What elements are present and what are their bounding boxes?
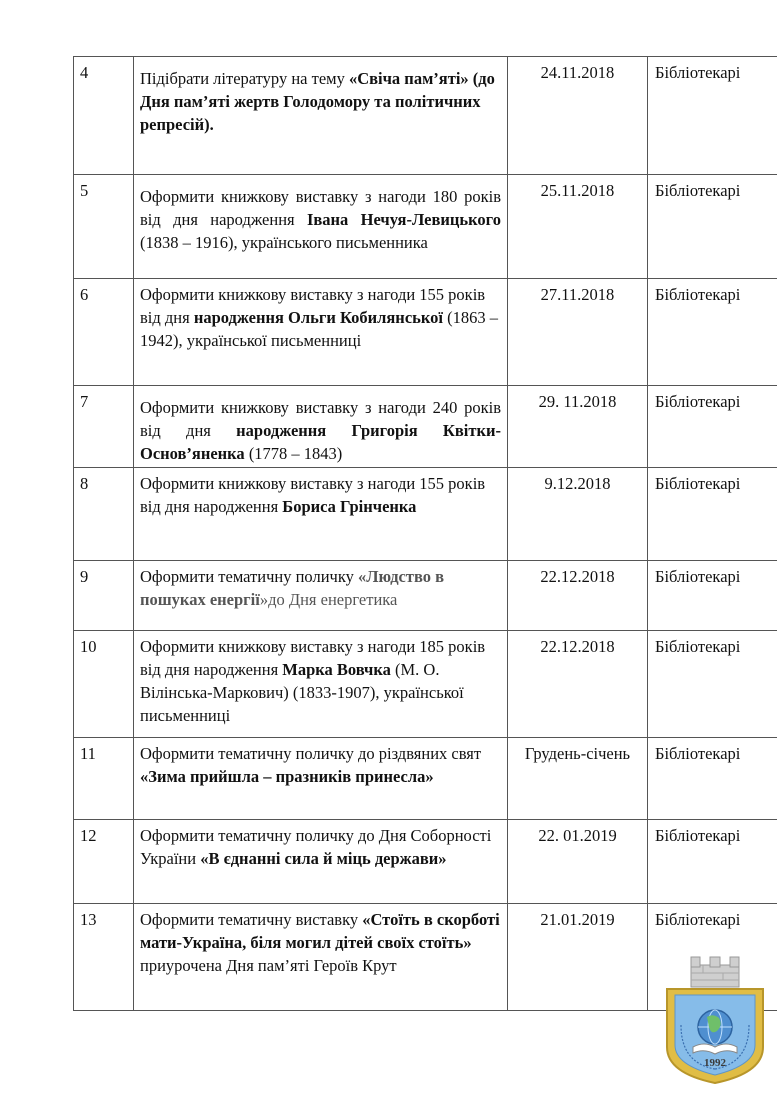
row-number: 4 (74, 57, 134, 175)
responsible-cell: Бібліотекарі (648, 820, 777, 904)
task-cell: Оформити книжкову виставку з нагоди 180 років від дня народження Івана Нечуя-Левицького (1838 – 1916), українського письменника (134, 175, 508, 279)
tower-icon (691, 957, 739, 987)
responsible-cell: Бібліотекарі (648, 175, 777, 279)
library-crest-logo (663, 955, 767, 1085)
date-cell: 24.11.2018 (508, 57, 648, 175)
date-cell: Грудень-січень (508, 738, 648, 820)
table-row (74, 738, 777, 820)
date-cell: 25.11.2018 (508, 175, 648, 279)
task-cell: Оформити книжкову виставку з нагоди 185 років від дня народження Марка Вовчка (М. О. Вілінська-Маркович) (1833-1907), української письменниці (134, 631, 508, 738)
task-cell: Оформити тематичну поличку до різдвяних свят «Зима прийшла – празників принесла» (134, 738, 508, 820)
responsible-cell: Бібліотекарі (648, 57, 777, 175)
date-cell: 22.12.2018 (508, 631, 648, 738)
date-cell: 9.12.2018 (508, 468, 648, 561)
table-row (74, 561, 777, 631)
row-number: 6 (74, 279, 134, 386)
globe-icon (698, 1010, 732, 1044)
row-number: 9 (74, 561, 134, 631)
table-row (74, 57, 777, 175)
date-cell: 27.11.2018 (508, 279, 648, 386)
responsible-cell: Бібліотекарі (648, 904, 777, 1011)
responsible-cell: Бібліотекарі (648, 468, 777, 561)
date-cell: 21.01.2019 (508, 904, 648, 1011)
table-row (74, 386, 777, 468)
row-number: 11 (74, 738, 134, 820)
table-row (74, 175, 777, 279)
date-cell: 29. 11.2018 (508, 386, 648, 468)
responsible-cell: Бібліотекарі (648, 279, 777, 386)
row-number: 7 (74, 386, 134, 468)
task-cell: Оформити книжкову виставку з нагоди 155 років від дня народження Бориса Грінченка (134, 468, 508, 561)
task-cell: Оформити тематичну виставку «Стоїть в скорботі мати-Україна, біля могил дітей своїх стоїть» приурочена Дня пам’яті Героїв Крут (134, 904, 508, 1011)
table-row (74, 468, 777, 561)
activity-plan-table (73, 56, 777, 1011)
task-cell: Оформити тематичну поличку до Дня Соборності України «В єднанні сила й міць держави» (134, 820, 508, 904)
responsible-cell: Бібліотекарі (648, 386, 777, 468)
date-cell: 22.12.2018 (508, 561, 648, 631)
responsible-cell: Бібліотекарі (648, 631, 777, 738)
row-number: 5 (74, 175, 134, 279)
row-number: 12 (74, 820, 134, 904)
crest-year: 1992 (704, 1057, 726, 1069)
table-row (74, 279, 777, 386)
date-cell: 22. 01.2019 (508, 820, 648, 904)
task-cell: Оформити книжкову виставку з нагоди 240 років від дня народження Григорія Квітки-Основ’яненка (1778 – 1843) (134, 386, 508, 468)
task-cell: Оформити тематичну поличку «Людство в пошуках енергії»до Дня енергетика (134, 561, 508, 631)
row-number: 13 (74, 904, 134, 1011)
responsible-cell: Бібліотекарі (648, 561, 777, 631)
task-cell: Підібрати літературу на тему «Свіча пам’яті» (до Дня пам’яті жертв Голодомору та політичних репресій). (134, 57, 508, 175)
table-row (74, 631, 777, 738)
task-cell: Оформити книжкову виставку з нагоди 155 років від дня народження Ольги Кобилянської (1863 – 1942), української письменниці (134, 279, 508, 386)
table-row (74, 820, 777, 904)
row-number: 8 (74, 468, 134, 561)
row-number: 10 (74, 631, 134, 738)
responsible-cell: Бібліотекарі (648, 738, 777, 820)
